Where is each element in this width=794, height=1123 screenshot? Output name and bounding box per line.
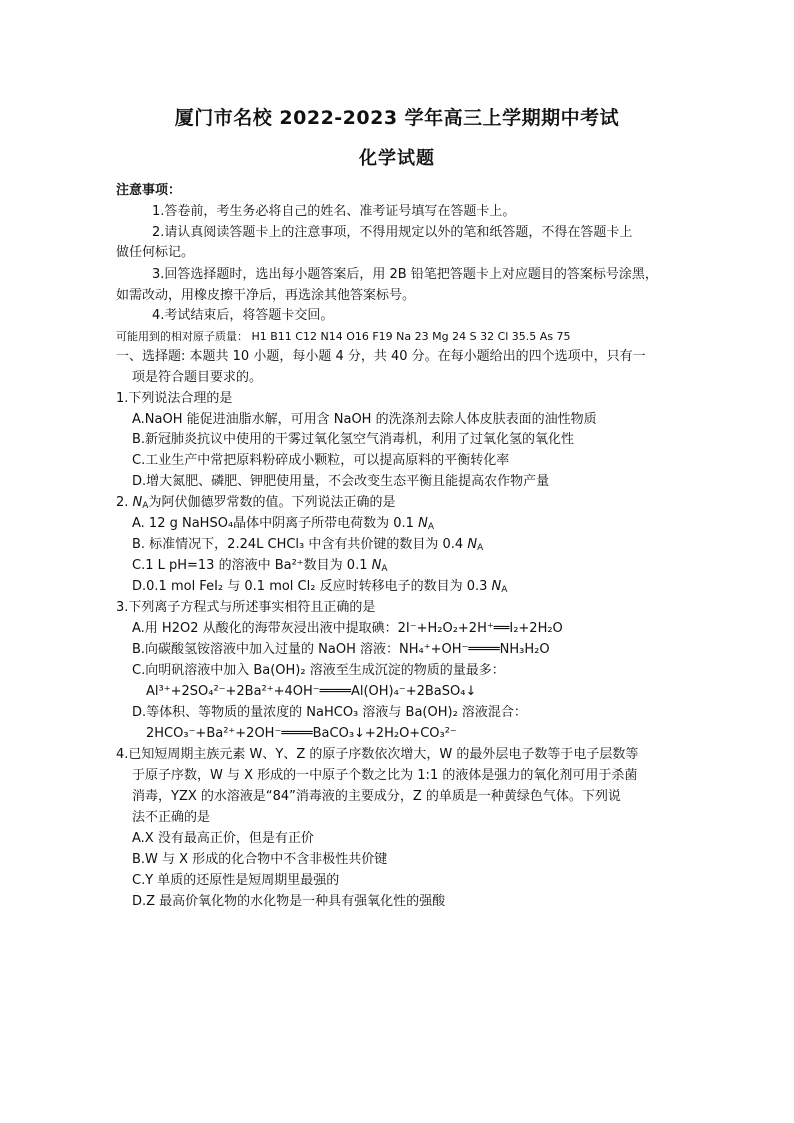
notice-item-2: 2.请认真阅读答题卡上的注意事项，不得用规定以外的笔和纸答题，不得在答题卡上 [152,225,633,240]
question-2-option-b [132,536,483,557]
notice-item-1: 1.答卷前，考生务必将自己的姓名、准考证号填写在答题卡上。 [152,204,516,219]
question-4-option-a: A.X 没有最高正价，但是有正价 [132,831,314,846]
question-1-option-a: A.NaOH 能促进油脂水解，可用含 NaOH 的洗涤剂去除人体皮肤表面的油性物质 [132,412,597,427]
na-subscript: A [427,522,434,532]
notice-heading: 注意事项： [116,183,182,198]
question-3-option-c-equation: Al³⁺+2SO₄²⁻+2Ba²⁺+4OH⁻════Al(OH)₄⁻+2BaSO₄↓ [146,684,477,699]
na-symbol: N [467,537,478,552]
question-2-stem-text: 为阿伏伽德罗常数的值。下列说法正确的是 [148,495,396,510]
na-subscript: A [501,585,508,595]
question-3-stem: 3.下列离子方程式与所述事实相符且正确的是 [116,600,376,615]
notice-item-4: 4.考试结束后，将答题卡交回。 [152,308,334,323]
na-subscript: A [381,564,388,574]
question-3-option-d-equation: 2HCO₃⁻+Ba²⁺+2OH⁻════BaCO₃↓+2H₂O+CO₃²⁻ [146,726,457,741]
section-heading: 一、选择题: 本题共 10 小题，每小题 4 分，共 40 分。在每小题给出的四个选项中，只有一 [116,349,646,364]
question-1-option-d: D.增大氮肥、磷肥、钾肥使用量，不会改变生态平衡且能提高农作物产量 [132,474,550,489]
question-4-stem: 4.已知短周期主族元素 W、Y、Z 的原子序数依次增大，W 的最外层电子数等于电子层数等 [116,747,639,762]
question-3-option-c: C.向明矾溶液中加入 Ba(OH)₂ 溶液至生成沉淀的物质的量最多： [132,663,505,678]
page-title: 厦门市名校 2022-2023 学年高三上学期期中考试 [174,107,620,129]
question-1-option-b: B.新冠肺炎抗议中使用的干雾过氧化氢空气消毒机，利用了过氧化氢的氧化性 [132,432,575,447]
option-text: C.1 L pH=13 的溶液中 Ba²⁺数目为 0.1 [132,558,372,573]
option-text: D.0.1 mol FeI₂ 与 0.1 mol Cl₂ 反应时转移电子的数目为 0.3 [132,579,492,594]
question-4-stem-cont-3: 法不正确的是 [132,810,211,825]
question-4-stem-cont-2: 消毒，YZX 的水溶液是“84”消毒液的主要成分，Z 的单质是一种黄绿色气体。下列说 [132,789,621,804]
na-symbol: N [418,516,428,531]
question-1-option-c: C.工业生产中常把原料粉碎成小颗粒，可以提高原料的平衡转化率 [132,453,510,468]
na-subscript: A [477,543,484,553]
question-2-number: 2. [116,495,133,510]
option-text: B. 标准情况下，2.24L CHCl₃ 中含有共价键的数目为 0.4 [132,537,468,552]
question-4-option-c: C.Y 单质的还原性是短周期里最强的 [132,873,340,888]
question-4-option-b: B.W 与 X 形成的化合物中不含非极性共价键 [132,852,388,867]
question-2-stem [116,494,395,515]
question-4-stem-cont-1: 于原子序数，W 与 X 形成的一中原子个数之比为 1:1 的液体是强力的氧化剂可用于杀菌 [132,768,638,783]
question-2-option-a [132,515,434,536]
question-2-option-d [132,578,507,599]
question-3-option-a: A.用 H2O2 从酸化的海带灰浸出液中提取碘：2I⁻+H₂O₂+2H⁺══I₂+2H₂O [132,621,563,636]
na-symbol: N [132,495,143,510]
na-symbol: N [491,579,502,594]
question-3-option-b: B.向碳酸氢铵溶液中加入过量的 NaOH 溶液：NH₄⁺+OH⁻════NH₃H₂O [132,642,550,657]
question-2-option-c [132,557,388,578]
question-4-option-d: D.Z 最高价氧化物的水化物是一种具有强氧化性的强酸 [132,894,446,909]
question-3-option-d: D.等体积、等物质的量浓度的 NaHCO₃ 溶液与 Ba(OH)₂ 溶液混合： [132,705,527,720]
question-1-stem: 1.下列说法合理的是 [116,391,233,406]
atomic-masses: 可能用到的相对原子质量： H1 B11 C12 N14 O16 F19 Na 23 Mg 24 S 32 Cl 35.5 As 75 [116,330,571,343]
option-text: A. 12 g NaHSO₄晶体中阴离子所带电荷数为 0.1 [132,516,419,531]
notice-item-3: 3.回答选择题时，选出每小题答案后，用 2B 铅笔把答题卡上对应题目的答案标号涂黑， [152,267,658,282]
section-heading-cont: 项是符合题目要求的。 [132,370,263,385]
notice-item-2-cont: 做任何标记。 [116,245,195,260]
na-symbol: N [371,558,382,573]
notice-item-3-cont: 如需改动，用橡皮擦干净后，再选涂其他答案标号。 [116,288,416,303]
na-subscript: A [142,501,149,511]
page-subtitle: 化学试题 [359,148,435,169]
